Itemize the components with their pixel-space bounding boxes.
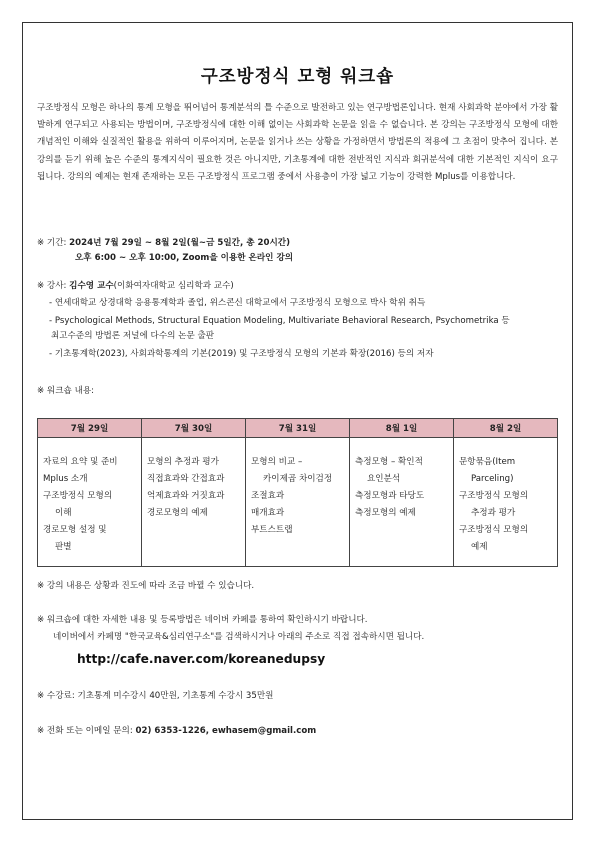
- day-header: 7월 29일: [38, 419, 142, 438]
- period-time: 오후 6:00 ~ 오후 10:00, Zoom을 이용한 온라인 강의: [75, 253, 294, 263]
- topic-line: 모형의 비교 –: [251, 457, 303, 467]
- lecturer-bullet-2-cont: 최고수준의 방법론 저널에 다수의 논문 출판: [51, 331, 215, 341]
- topic-line: 측정모형 – 확인적: [355, 457, 423, 467]
- cafe-url-link[interactable]: http://cafe.naver.com/koreanedupsy: [77, 652, 326, 666]
- day-header: 8월 2일: [454, 419, 558, 438]
- topic-line: 직접효과와 간접효과: [147, 474, 225, 484]
- topic-line: 예제: [471, 542, 488, 552]
- day-content: [350, 438, 454, 567]
- workshop-schedule-table: [37, 418, 558, 567]
- lecturer-name: 김수영 교수: [69, 281, 114, 291]
- day-content: [454, 438, 558, 567]
- topic-line: 부트스트랩: [251, 525, 293, 535]
- topic-line: 문항묶음(Item: [459, 457, 516, 467]
- topic-line: 구조방정식 모형의: [43, 491, 113, 501]
- registration-line-2: 네이버에서 카페명 "한국교육&심리연구소"를 검색하시거나 아래의 주소로 직접 접속하시면 됩니다.: [53, 632, 425, 642]
- fee-info: ※ 수강료: 기초통계 미수강시 40만원, 기초통계 수강시 35만원: [37, 691, 274, 701]
- topic-line: 경로모형의 예제: [147, 508, 208, 518]
- topic-line: 추정과 평가: [471, 508, 516, 518]
- topic-line: 모형의 추정과 평가: [147, 457, 219, 467]
- topic-line: 경로모형 설정 및: [43, 525, 107, 535]
- registration-line-1: ※ 워크숍에 대한 자세한 내용 및 등록방법은 네이버 카페를 통하여 확인하시기 바랍니다.: [37, 615, 368, 625]
- page-title: 구조방정식 모형 워크숍: [200, 67, 395, 87]
- day-header: 7월 30일: [142, 419, 246, 438]
- topic-line: 자료의 요약 및 준비: [43, 457, 118, 467]
- lecturer-bullet-3: - 기초통계학(2023), 사회과학통계의 기본(2019) 및 구조방정식 모형의 기본과 확장(2016) 등의 저자: [49, 349, 434, 359]
- topic-line: 조절효과: [251, 491, 285, 501]
- contact-info: [37, 724, 562, 739]
- topic-line: 이해: [55, 508, 72, 518]
- topic-line: 카이제곱 차이검정: [263, 474, 333, 484]
- intro-paragraph: 구조방정식 모형은 하나의 통계 모형을 뛰어넘어 통계분석의 틀 수준으로 발전하고 있는 연구방법론입니다. 현재 사회과학 분야에서 가장 활발하게 연구되고 사용되는 방법이며, 구조방정식에 대한 이해 없이는 사회과학 논문을 읽을 수 없습니다. 본 강의는 구조방정식 모형에 대한 개념적인 이해와 실질적인 활용을 위하여 이루어지며, 논문을 읽거나 쓰는 상황을 가정하면서 방법론의 적용에 그 초점이 맞추어 집니다. 본 강의를 듣기 위해 높은 수준의 통계지식이 필요한 것은 아니지만, 기초통계에 대한 전반적인 지식과 회귀분석에 대한 기본적인 지식이 요구됩니다. 강의의 예제는 현재 존재하는 모든 구조방정식 프로그램 중에서 사용층이 가장 넓고 기능이 강력한 Mplus를 이용합니다.: [37, 103, 558, 182]
- schedule-change-note: ※ 강의 내용은 상황과 진도에 따라 조금 바뀔 수 있습니다.: [37, 581, 255, 591]
- registration-section: [37, 613, 562, 645]
- topic-line: Mplus 소개: [43, 474, 88, 484]
- topic-line: 구조방정식 모형의: [459, 525, 529, 535]
- content-label: ※ 워크숍 내용:: [37, 386, 95, 396]
- day-content: [38, 438, 142, 567]
- lecturer-affiliation: (이화여자대학교 심리학과 교수): [113, 281, 234, 291]
- topic-line: 측정모형과 타당도: [355, 491, 425, 501]
- lecturer-section: [37, 279, 562, 362]
- day-content: [246, 438, 350, 567]
- topic-line: Parceling): [471, 474, 514, 484]
- topic-line: 측정모형의 예제: [355, 508, 416, 518]
- period-label: ※ 기간:: [37, 238, 70, 248]
- topic-line: 억제효과와 거짓효과: [147, 491, 225, 501]
- lecturer-bullet-1: - 연세대학교 상경대학 응용통계학과 졸업, 위스콘신 대학교에서 구조방정식 모형으로 박사 학위 취득: [49, 298, 426, 308]
- day-header: 7월 31일: [246, 419, 350, 438]
- day-content: [142, 438, 246, 567]
- period-section: [37, 236, 562, 266]
- lecturer-bullet-2: - Psychological Methods, Structural Equation Modeling, Multivariate Behavioral Research, Psychometrika 등: [49, 316, 510, 326]
- topic-line: 요인분석: [367, 474, 401, 484]
- topic-line: 판별: [55, 542, 72, 552]
- contact-label: ※ 전화 또는 이메일 문의:: [37, 726, 136, 736]
- day-header: 8월 1일: [350, 419, 454, 438]
- lecturer-label: ※ 강사:: [37, 281, 70, 291]
- topic-line: 매개효과: [251, 508, 285, 518]
- topic-line: 구조방정식 모형의: [459, 491, 529, 501]
- contact-value[interactable]: 02) 6353-1226, ewhasem@gmail.com: [135, 726, 317, 736]
- period-dates: 2024년 7월 29일 ~ 8월 2일(월~금 5일간, 총 20시간): [69, 238, 291, 248]
